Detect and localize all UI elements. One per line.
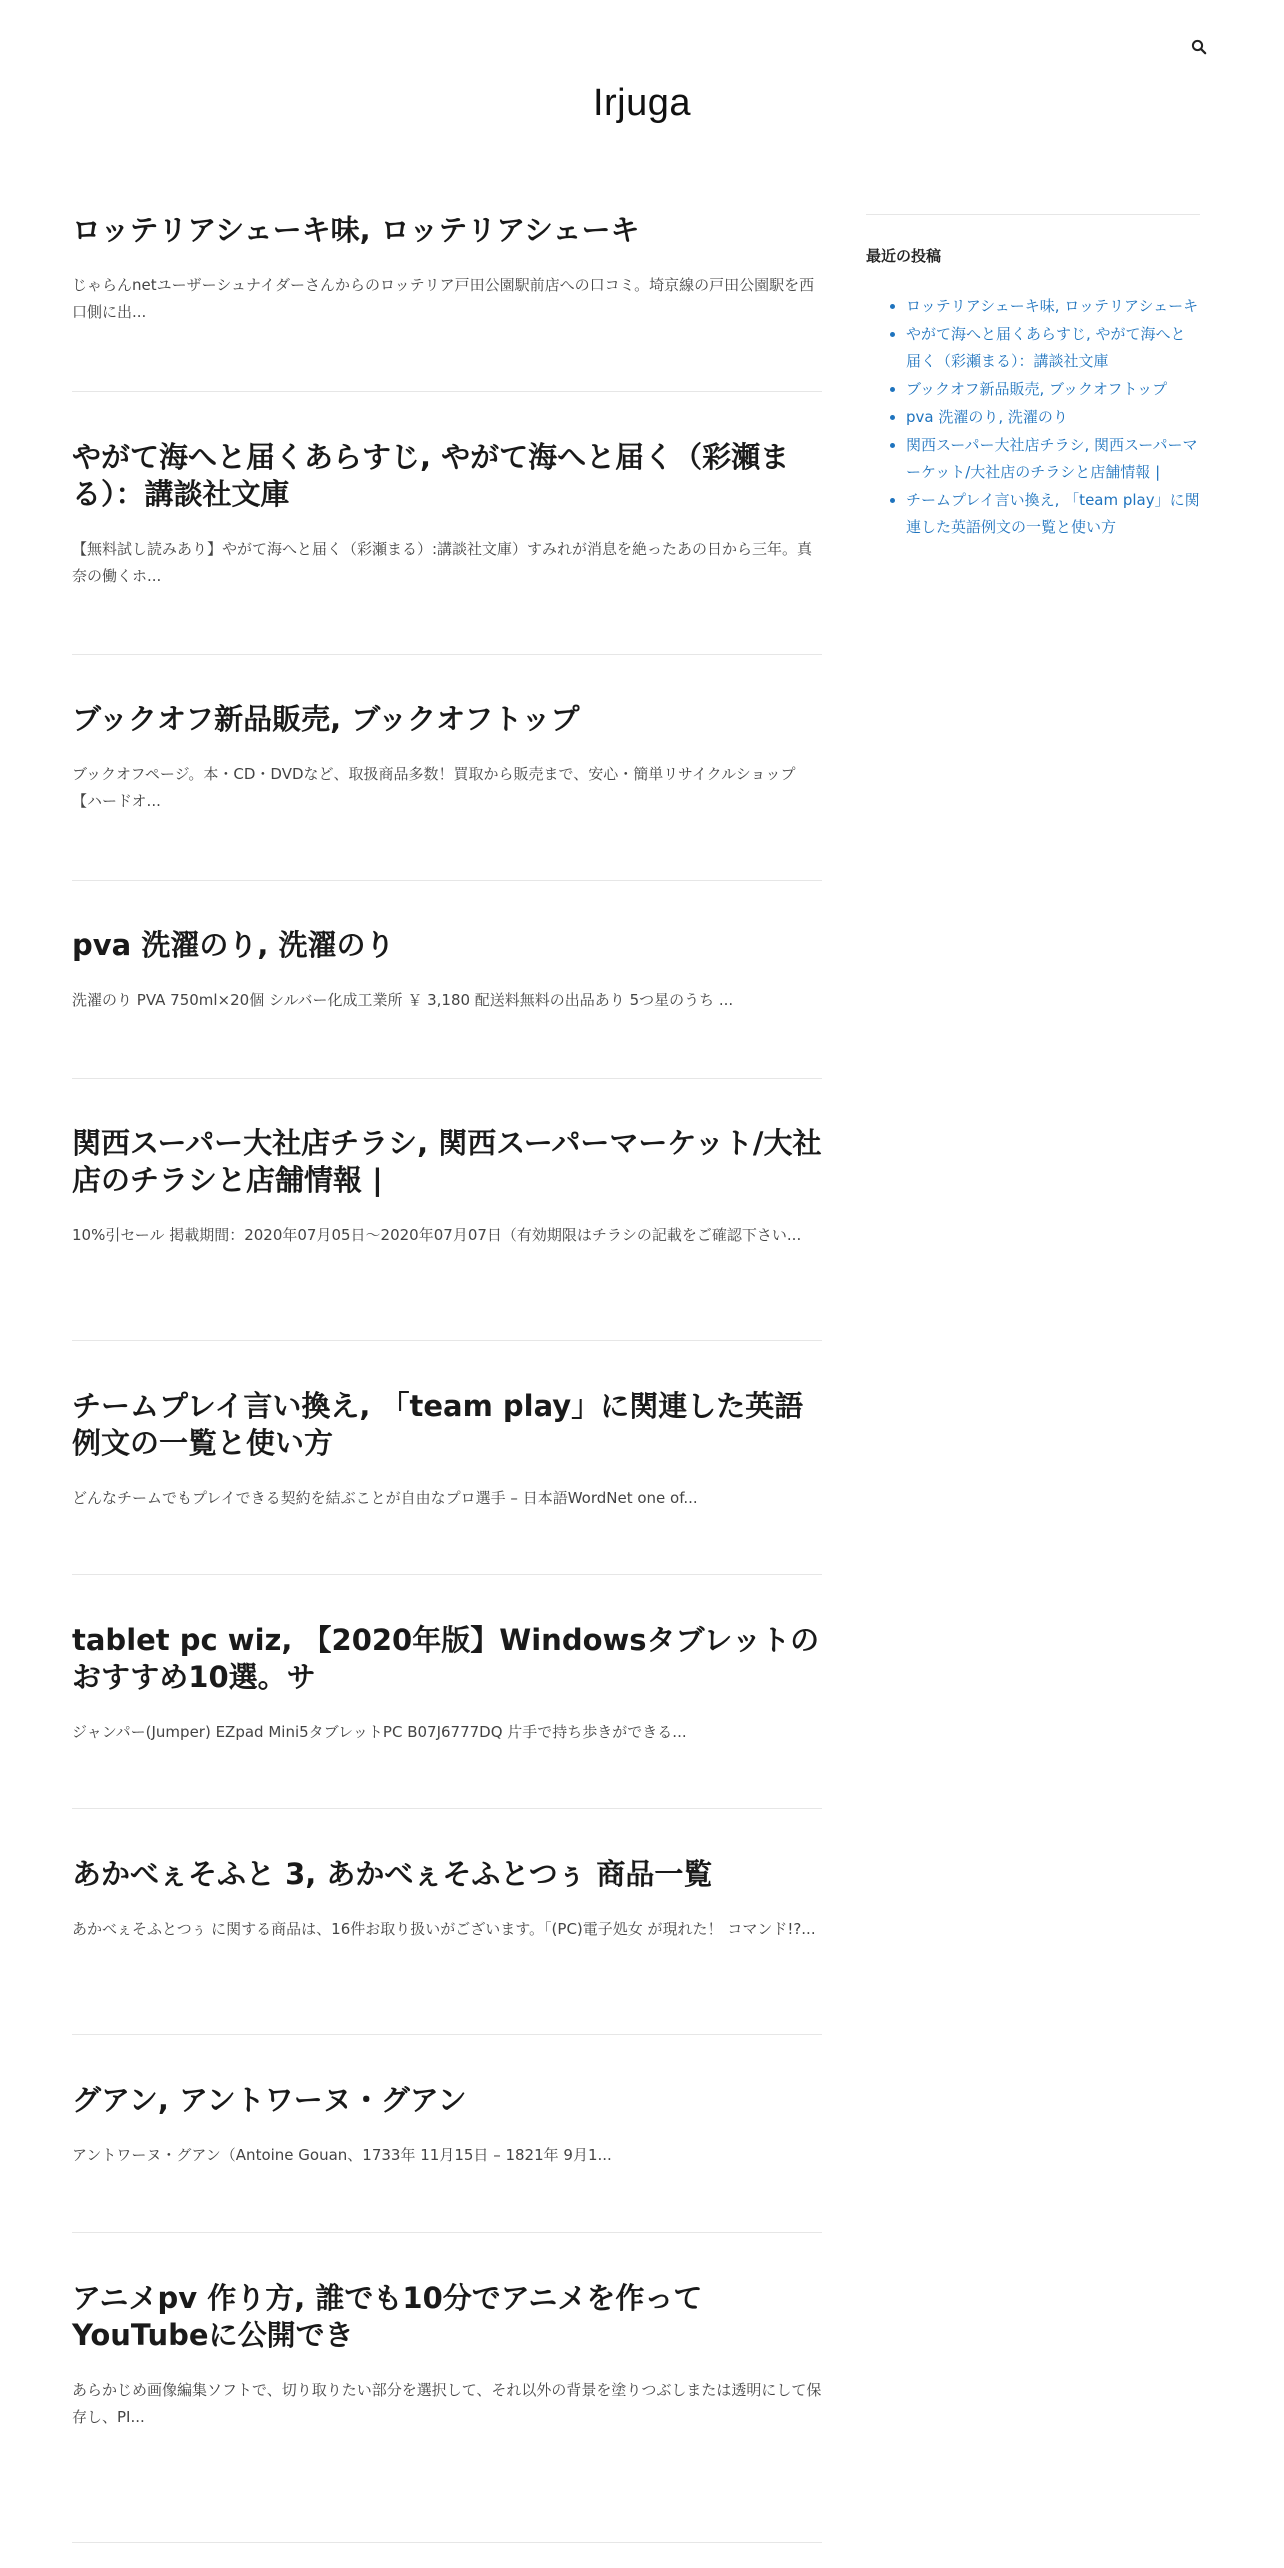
recent-post-item	[906, 432, 1200, 486]
post-title[interactable]: グアン, アントワーヌ・グアン	[72, 2083, 467, 2117]
post-entry	[72, 2280, 822, 2431]
post-divider	[72, 2232, 822, 2233]
post-excerpt: アントワーヌ・グアン（Antoine Gouan、1733年 11月15日 – 1821年 9月1...	[72, 2146, 612, 2164]
recent-posts-heading: 最近の投稿	[866, 247, 942, 265]
search-button[interactable]	[1186, 34, 1212, 60]
recent-post-link[interactable]: やがて海へと届くあらすじ, やがて海へと届く（彩瀬まる）：講談社文庫	[906, 325, 1186, 370]
post-divider	[72, 654, 822, 655]
post-entry	[72, 701, 822, 815]
recent-post-link[interactable]: チームプレイ言い換え, 「team play」に関連した英語例文の一覧と使い方	[906, 491, 1200, 536]
post-divider	[72, 1574, 822, 1575]
post-excerpt: どんなチームでもプレイできる契約を結ぶことが自由なプロ選手 – 日本語WordNet one of...	[72, 1489, 698, 1507]
post-title[interactable]: 関西スーパー大社店チラシ, 関西スーパーマーケット/大社店のチラシと店舗情報 |	[72, 1126, 822, 1197]
post-divider	[72, 1808, 822, 1809]
recent-post-link[interactable]: ロッテリアシェーキ味, ロッテリアシェーキ	[906, 297, 1199, 315]
site-title[interactable]: Irjuga	[592, 82, 692, 124]
post-title[interactable]: チームプレイ言い換え, 「team play」に関連した英語例文の一覧と使い方	[72, 1389, 804, 1460]
post-entry	[72, 1388, 822, 1512]
post-divider	[72, 880, 822, 881]
post-entry	[72, 2082, 822, 2169]
recent-post-link[interactable]: ブックオフ新品販売, ブックオフトップ	[906, 380, 1168, 398]
search-icon	[1191, 39, 1207, 55]
post-title[interactable]: ブックオフ新品販売, ブックオフトップ	[72, 702, 580, 736]
post-excerpt: ジャンパー(Jumper) EZpad Mini5タブレットPC B07J6777DQ 片手で持ち歩きができる...	[72, 1723, 687, 1741]
post-title[interactable]: やがて海へと届くあらすじ, やがて海へと届く（彩瀬まる）：講談社文庫	[72, 440, 790, 511]
post-excerpt: じゃらんnetユーザーシュナイダーさんからのロッテリア戸田公園駅前店への口コミ。埼京線の戸田公園駅を西口側に出...	[72, 276, 815, 321]
recent-post-link[interactable]: pva 洗濯のり, 洗濯のり	[906, 408, 1068, 426]
post-divider	[72, 2034, 822, 2035]
post-excerpt: あらかじめ画像編集ソフトで、切り取りたい部分を選択して、それ以外の背景を塗りつぶしまたは透明にして保存し、PI...	[72, 2381, 822, 2426]
post-title[interactable]: アニメpv 作り方, 誰でも10分でアニメを作ってYouTubeに公開でき	[72, 2281, 703, 2352]
recent-post-item	[906, 376, 1200, 403]
post-excerpt: 10%引セール 掲載期間：2020年07月05日～2020年07月07日（有効期限はチラシの記載をご確認下さい...	[72, 1226, 802, 1244]
post-excerpt: 洗濯のり PVA 750ml×20個 シルバー化成工業所 ￥ 3,180 配送料無料の出品あり 5つ星のうち ...	[72, 991, 734, 1009]
post-excerpt: 【無料試し読みあり】やがて海へと届く（彩瀬まる）:講談社文庫）すみれが消息を絶ったあの日から三年。真奈の働くホ...	[72, 540, 813, 585]
recent-post-link[interactable]: 関西スーパー大社店チラシ, 関西スーパーマーケット/大社店のチラシと店舗情報 |	[906, 436, 1198, 481]
sidebar-divider	[866, 214, 1200, 215]
recent-post-item	[906, 293, 1200, 320]
post-divider	[72, 391, 822, 392]
post-entry	[72, 212, 822, 326]
post-entry	[72, 927, 822, 1014]
recent-post-item	[906, 321, 1200, 375]
post-excerpt: ブックオフページ。本・CD・DVDなど、取扱商品多数！買取から販売まで、安心・簡単リサイクルショップ【ハードオ...	[72, 765, 796, 810]
recent-post-item	[906, 487, 1200, 541]
post-title[interactable]: あかべぇそふと 3, あかべぇそふとつぅ 商品一覧	[72, 1857, 713, 1891]
sidebar	[866, 214, 1200, 542]
post-divider	[72, 2542, 822, 2543]
post-divider	[72, 1340, 822, 1341]
post-entry	[72, 1125, 822, 1249]
post-title[interactable]: tablet pc wiz, 【2020年版】Windowsタブレットのおすすめ10選。サ	[72, 1623, 820, 1694]
recent-posts-list	[866, 293, 1200, 541]
post-entry	[72, 439, 822, 590]
post-entry	[72, 1856, 822, 1943]
post-title[interactable]: ロッテリアシェーキ味, ロッテリアシェーキ	[72, 213, 640, 247]
post-entry	[72, 1622, 822, 1746]
post-divider	[72, 1078, 822, 1079]
post-title[interactable]: pva 洗濯のり, 洗濯のり	[72, 928, 395, 962]
post-excerpt: あかべぇそふとつぅ に関する商品は、16件お取り扱いがございます。「(PC)電子処女 が現れた！ コマンド!?...	[72, 1920, 816, 1938]
recent-post-item	[906, 404, 1200, 431]
